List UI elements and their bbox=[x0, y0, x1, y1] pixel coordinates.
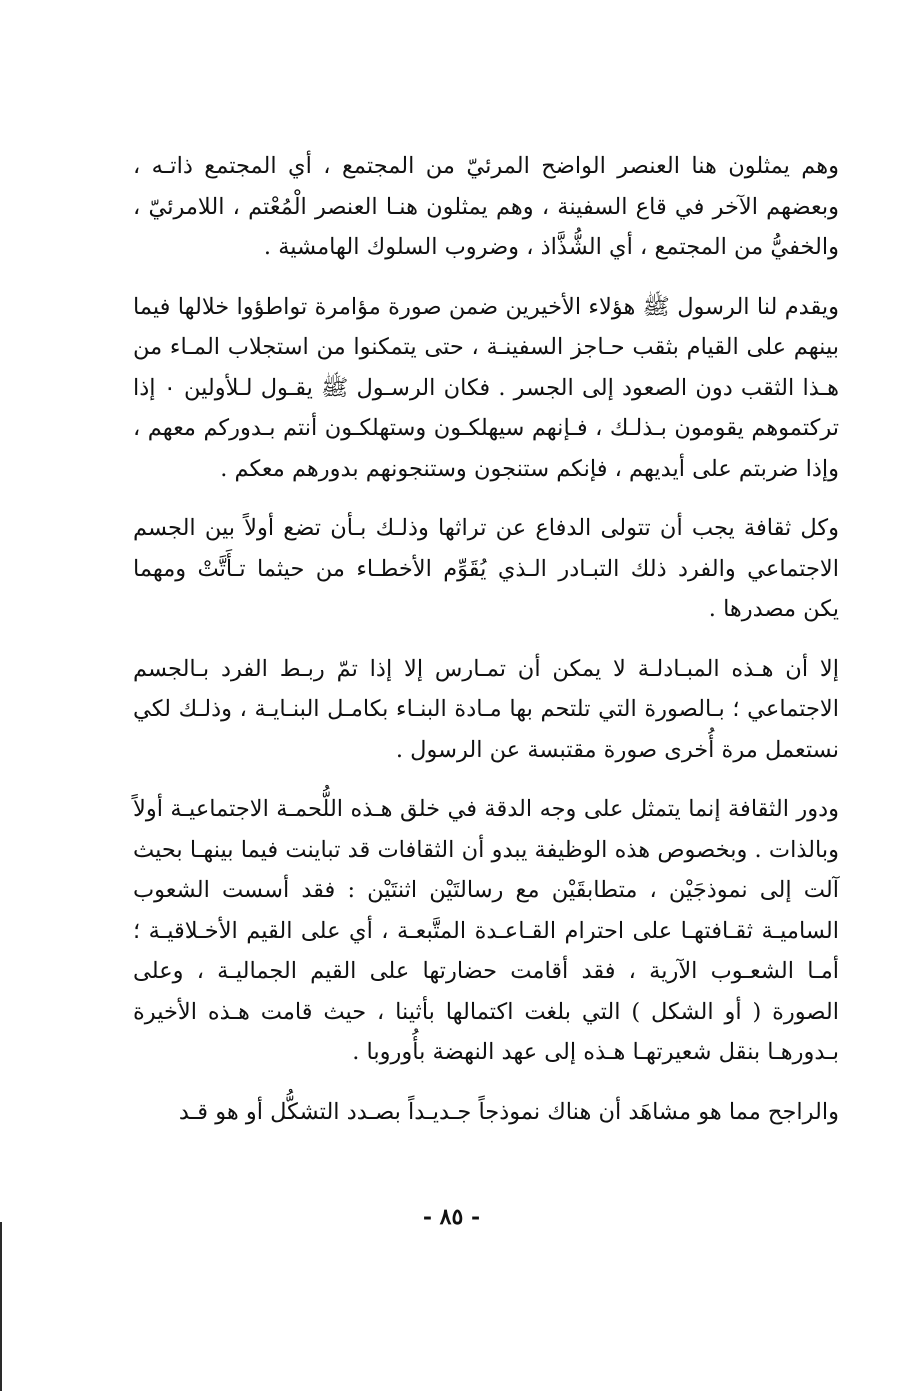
paragraph-2: ويقدم لنا الرسول ﷺ هؤلاء الأخيرين ضمن صورة مؤامرة تواطؤوا خلالها فيما بينهم على القيام بثقب حـاجز السفينـة ، حتى يتمكنوا من استجلاب المـاء من هـذا الثقب دون الصعود إلى الجسر . فكان الرسـول ﷺ يقـول لـلأولين ٠ إذا تركتموهم يقومون بـذلـك ، فـإنهم سيهلكـون وستهلكـون أنتم بـدوركم معهم ، وإذا ضربتم على أيديهم ، فإنكم ستنجون وستنجونهم بدورهم معكم . bbox=[133, 293, 839, 482]
paragraph-6: والراجح مما هو مشاهَد أن هناك نموذجاً جـديـداً بصـدد التشكُّل أو هو قـد bbox=[178, 1098, 839, 1125]
scan-edge-shadow bbox=[0, 1222, 2, 1391]
page-number: - ٨٥ - bbox=[422, 1204, 481, 1230]
paragraph-4: إلا أن هـذه المبـادلـة لا يمكن أن تمـارس إلا إذا تمّ ربـط الفرد بـالجسم الاجتماعي ؛ بـالصورة التي تلتحم بها مـادة البنـاء بكامـل البنـايـة ، وذلـك لكي نستعمل مرة أُخرى صورة مقتبسة عن الرسول . bbox=[133, 655, 839, 763]
paragraph-5: ودور الثقافة إنما يتمثل على وجه الدقة في خلق هـذه اللُّحمـة الاجتماعيـة أولاً وبالذات . وبخصوص هذه الوظيفة يبدو أن الثقافات قد تباينت فيما بينهـا بحيث آلت إلى نموذجَيْن ، متطابقَيْن مع رسالتَيْن اثنتَيْن : فقد أسست الشعوب الساميـة ثقـافتهـا على احترام القـاعـدة المتَّبعـة ، أي على القيم الأخـلاقيـة ؛ أمـا الشعـوب الآرية ، فقد أقامت حضارتها على القيم الجماليـة ، وعلى الصورة ( أو الشكل ) التي بلغت اكتمالها بأثينا ، حيث قامت هـذه الأخيرة بـدورهـا بنقل شعيرتهـا هـذه إلى عهد النهضة بأُوروبا . bbox=[133, 796, 839, 1065]
paragraph-1: وهم يمثلون هنا العنصر الواضح المرئيّ من المجتمع ، أي المجتمع ذاتـه ، وبعضهم الآخر في قاع السفينة ، وهم يمثلون هنـا العنصر الْمُعْتم ، اللامرئيّ ، والخفيُّ من المجتمع ، أي الشُّذَّاذ ، وضروب السلوك الهامشية . bbox=[133, 153, 839, 260]
paragraph-3: وكل ثقافة يجب أن تتولى الدفاع عن تراثها وذلـك بـأن تضع أولاً بين الجسم الاجتماعي والفرد ذلك التبـادر الـذي يُقَوِّم الأخطـاء من حيثما تـأَتَّتْ ومهما يكن مصدرها . bbox=[133, 515, 839, 622]
body-text bbox=[133, 146, 839, 1151]
